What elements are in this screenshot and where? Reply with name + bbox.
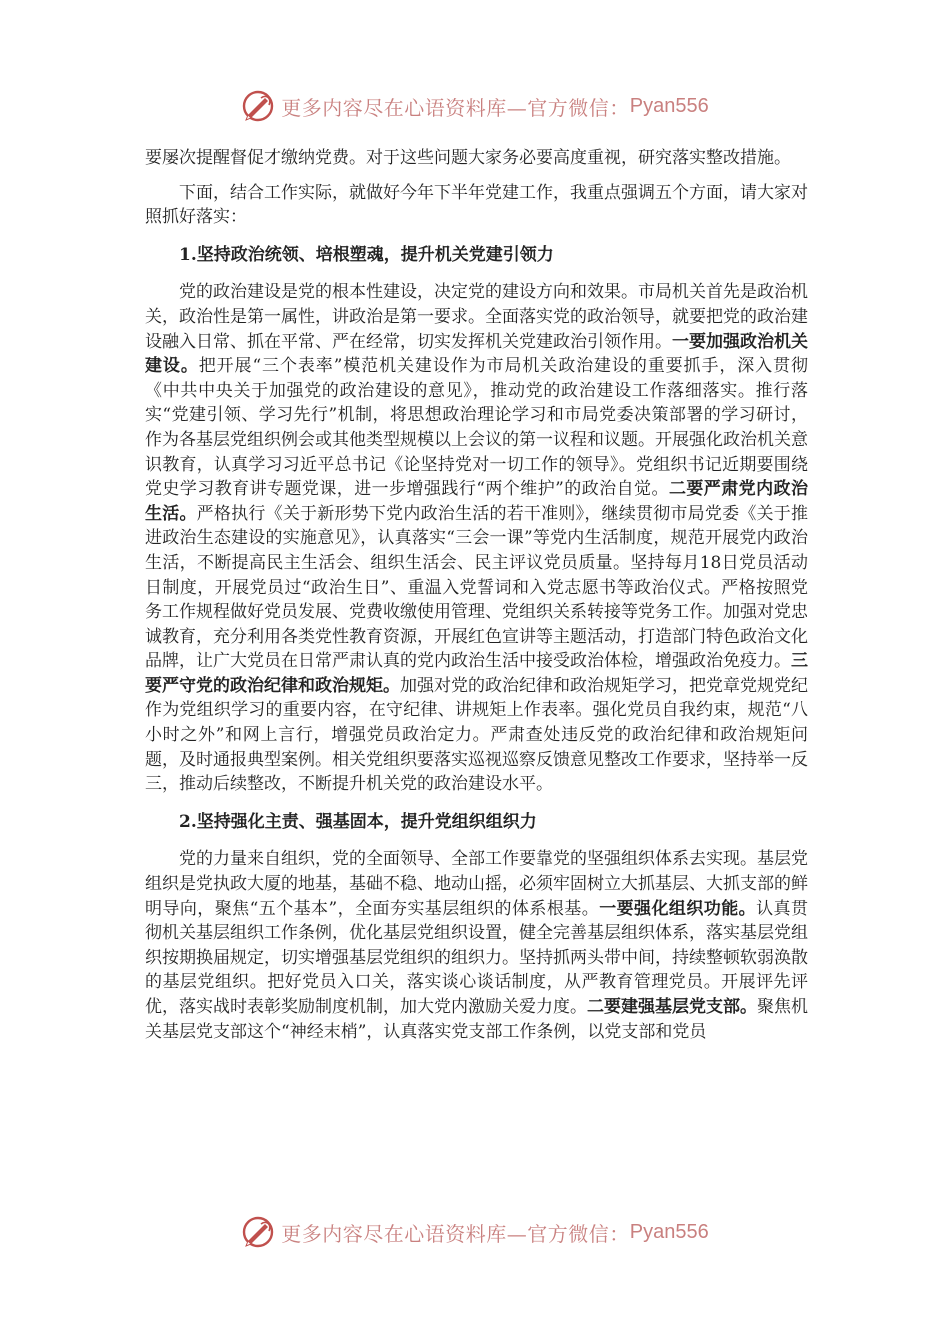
document-body xyxy=(145,146,808,1044)
banner-text: 更多内容尽在心语资料库—官方微信： xyxy=(281,95,630,120)
header-watermark xyxy=(0,86,950,126)
text-run: 把开展“三个表率”模范机关建设作为市局机关政治建设的重要抓手，深入贯彻《中共中央关于加强党的政治建设的意见》，推动党的政治建设工作落细落实。推行落实“党建引领、学习先行”机制，将思想政治理论学习和市局党委决策部署的学习研讨，作为各基层党组织例会或其他类型规模以上会议的第一议程和议题。开展强化政治机关意识教育，认真学习习近平总书记《论坚持党对一切工作的领导》。党组织书记近期要围绕党史学习教育讲专题党课，进一步增强践行“两个维护”的政治自觉。 xyxy=(145,356,808,500)
text-run: 加强对党的政治纪律和政治规矩学习，把党章党规党纪作为党组织学习的重要内容，在守纪律、讲规矩上作表率。强化党员自我约束，规范“八小时之外”和网上言行，增强党员政治定力。严肃查处违反党的政治纪律和政治规矩问题，及时通报典型案例。相关党组织要落实巡视巡察反馈意见整改工作要求，坚持举一反三，推动后续整改，不断提升机关党的政治建设水平。 xyxy=(145,675,808,795)
emphasis-text: 三要严守党的政治纪律和政治规矩。 xyxy=(145,651,808,696)
emphasis-text: 一要强化组织功能。 xyxy=(599,898,757,919)
pen-logo-icon xyxy=(241,1215,275,1249)
pen-logo-icon xyxy=(241,89,275,123)
section-heading: 1.坚持政治统领、培根塑魂，提升机关党建引领力 xyxy=(179,244,554,265)
emphasis-text: 二要建强基层党支部。 xyxy=(587,997,757,1017)
footer-watermark xyxy=(0,1212,950,1252)
text-run: 严格执行《关于新形势下党内政治生活的若干准则》，继续贯彻市局党委《关于推进政治生态建设的实施意见》，认真落实“三会一课”等党内生活制度，规范开展党内政治生活，不断提高民主生活会、组织生活会、民主评议党员质量。坚持每月18日党员活动日制度，开展党员过“政治生日”、重温入党誓词和入党志愿书等政治仪式。严格按照党务工作规程做好党员发展、党费收缴使用管理、党组织关系转接等党务工作。加强对党忠诚教育，充分利用各类党性教育资源，开展红色宣讲等主题活动，打造部门特色政治文化品牌，让广大党员在日常严肃认真的党内政治生活中接受政治体检，增强政治免疫力。 xyxy=(145,503,808,672)
section-heading: 2.坚持强化主责、强基固本，提升党组织组织力 xyxy=(179,811,537,832)
banner-wechat-id: Pyan556 xyxy=(629,94,709,117)
emphasis-text: 二要严肃党内政治生活。 xyxy=(145,479,808,524)
paragraph xyxy=(145,280,808,796)
paragraph: 下面，结合工作实际，就做好今年下半年党建工作，我重点强调五个方面，请大家对照抓好落实： xyxy=(145,182,808,228)
text-run: 党的政治建设是党的根本性建设，决定党的建设方向和效果。市局机关首先是政治机关，政治性是第一属性，讲政治是第一要求。全面落实党的政治领导，就要把党的政治建设融入日常、抓在平常、严在经常，切实发挥机关党建政治引领作用。 xyxy=(145,282,808,352)
paragraph: 要屡次提醒督促才缴纳党费。对于这些问题大家务必要高度重视，研究落实整改措施。 xyxy=(145,148,791,168)
text-run: 党的力量来自组织，党的全面领导、全部工作要靠党的坚强组织体系去实现。基层党组织是党执政大厦的地基，基础不稳、地动山摇，必须牢固树立大抓基层、大抓支部的鲜明导向，聚焦“五个基本”，全面夯实基层组织的体系根基。 xyxy=(145,849,808,919)
banner-text: 更多内容尽在心语资料库—官方微信： xyxy=(281,1221,630,1246)
text-run: 聚焦机关基层党支部这个“神经末梢”，认真落实党支部工作条例，以党支部和党员 xyxy=(145,997,808,1042)
emphasis-text: 一要加强政治机关建设。 xyxy=(145,331,808,377)
text-run: 认真贯彻机关基层组织工作条例，优化基层党组织设置，健全完善基层组织体系，落实基层党组织按期换届规定，切实增强基层党组织的组织力。坚持抓两头带中间，持续整顿软弱涣散的基层党组织。把好党员入口关，落实谈心谈话制度，从严教育管理党员。开展评先评优，落实战时表彰奖励制度机制，加大党内激励关爱力度。 xyxy=(145,898,808,1017)
banner-wechat-id: Pyan556 xyxy=(629,1220,709,1243)
paragraph xyxy=(145,847,808,1044)
